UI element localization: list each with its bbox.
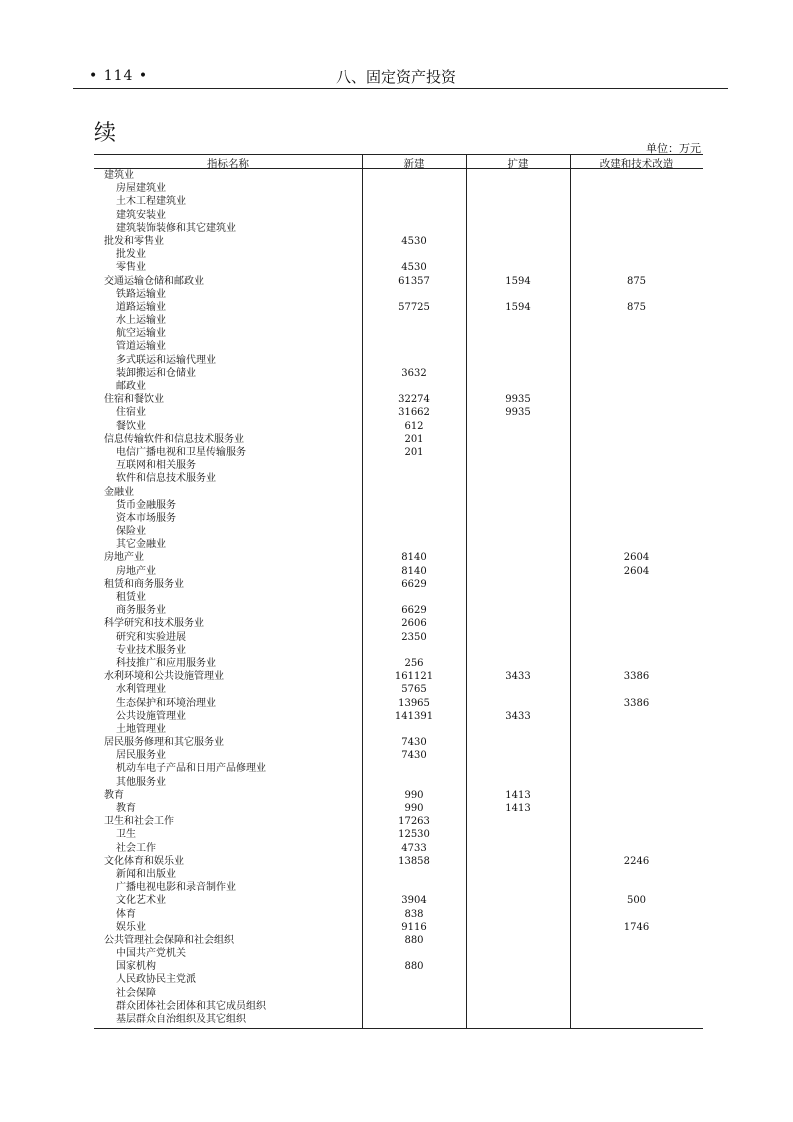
row-indicator-name: 商务服务业 xyxy=(116,605,166,617)
row-indicator-name: 群众团体社会团体和其它成员组织 xyxy=(116,1000,266,1012)
cell-new: 4530 xyxy=(401,262,427,274)
table-row xyxy=(94,670,703,683)
cell-new: 3632 xyxy=(401,367,427,379)
table-row xyxy=(94,565,703,578)
table-row xyxy=(94,736,703,749)
row-indicator-name: 其他服务业 xyxy=(116,776,166,788)
row-indicator-name: 货币金融服务 xyxy=(116,499,176,511)
table-row xyxy=(94,644,703,657)
row-indicator-name: 科技推广和应用服务业 xyxy=(116,657,216,669)
table-row xyxy=(94,947,703,960)
row-indicator-name: 新闻和出版业 xyxy=(116,868,176,880)
cell-expansion: 1594 xyxy=(505,275,531,287)
cell-new: 12530 xyxy=(398,829,430,841)
continued-label: 续 xyxy=(94,121,117,146)
cell-new: 17263 xyxy=(398,816,430,828)
row-indicator-name: 水利环境和公共设施管理业 xyxy=(104,671,224,683)
table-row xyxy=(94,802,703,815)
table-row xyxy=(94,327,703,340)
row-indicator-name: 科学研究和技术服务业 xyxy=(104,618,204,630)
row-indicator-name: 多式联运和运输代理业 xyxy=(116,354,216,366)
table-row xyxy=(94,960,703,973)
row-indicator-name: 机动车电子产品和日用产品修理业 xyxy=(116,763,266,775)
row-indicator-name: 专业技术服务业 xyxy=(116,644,186,656)
cell-renovation: 2604 xyxy=(623,552,650,564)
cell-new: 256 xyxy=(404,657,424,669)
column-header-expansion: 扩建 xyxy=(507,158,529,170)
row-indicator-name: 电信广播电视和卫星传输服务 xyxy=(116,446,246,458)
cell-new: 2350 xyxy=(401,631,427,643)
cell-new: 6629 xyxy=(401,605,427,617)
cell-expansion: 1413 xyxy=(505,789,531,801)
cell-new: 7430 xyxy=(401,737,427,749)
row-indicator-name: 建筑装饰装修和其它建筑业 xyxy=(116,222,236,234)
row-indicator-name: 资本市场服务 xyxy=(116,512,176,524)
cell-new: 57725 xyxy=(398,301,430,313)
cell-new: 880 xyxy=(404,961,424,973)
cell-new: 13965 xyxy=(398,697,430,709)
row-indicator-name: 建筑业 xyxy=(104,170,134,181)
table-row xyxy=(94,222,703,235)
table-row xyxy=(94,881,703,894)
table-row xyxy=(94,248,703,261)
table-row xyxy=(94,815,703,828)
row-indicator-name: 住宿和餐饮业 xyxy=(104,394,164,406)
table-row xyxy=(94,195,703,208)
table-row xyxy=(94,551,703,564)
cell-expansion: 9935 xyxy=(505,407,531,419)
table-row xyxy=(94,380,703,393)
table-row xyxy=(94,973,703,986)
page-header xyxy=(73,66,728,89)
row-indicator-name: 餐饮业 xyxy=(116,420,146,432)
row-indicator-name: 其它金融业 xyxy=(116,539,166,551)
cell-renovation: 3386 xyxy=(623,671,650,683)
row-indicator-name: 基层群众自治组织及其它组织 xyxy=(116,1014,246,1025)
row-indicator-name: 信息传输软件和信息技术服务业 xyxy=(104,433,244,445)
row-indicator-name: 社会保障 xyxy=(116,987,156,999)
row-indicator-name: 邮政业 xyxy=(116,381,146,392)
table-row xyxy=(94,934,703,947)
cell-new: 161121 xyxy=(394,671,434,683)
table-row xyxy=(94,525,703,538)
cell-new: 8140 xyxy=(401,565,427,577)
cell-new: 13858 xyxy=(398,855,430,867)
table-row xyxy=(94,1013,703,1026)
row-indicator-name: 卫生和社会工作 xyxy=(104,816,174,828)
table-row xyxy=(94,749,703,762)
row-indicator-name: 保险业 xyxy=(116,526,146,538)
row-indicator-name: 交通运输仓储和邮政业 xyxy=(104,275,204,287)
table-row xyxy=(94,842,703,855)
cell-new: 612 xyxy=(404,420,424,432)
row-indicator-name: 卫生 xyxy=(116,829,136,841)
row-indicator-name: 教育 xyxy=(116,803,136,814)
row-indicator-name: 互联网和相关服务 xyxy=(116,460,196,472)
cell-expansion: 9935 xyxy=(505,394,531,406)
cell-renovation: 1746 xyxy=(623,921,650,933)
cell-new: 6629 xyxy=(401,578,427,590)
cell-expansion: 1594 xyxy=(505,301,531,313)
row-indicator-name: 教育 xyxy=(104,789,124,801)
cell-new: 4530 xyxy=(401,235,427,247)
row-indicator-name: 零售业 xyxy=(116,262,146,274)
table-row xyxy=(94,789,703,802)
table-body xyxy=(94,169,703,1026)
cell-renovation: 2604 xyxy=(623,565,650,577)
table-row xyxy=(94,604,703,617)
table-row xyxy=(94,367,703,380)
cell-renovation: 2246 xyxy=(623,855,650,867)
table-row xyxy=(94,393,703,406)
table-row xyxy=(94,828,703,841)
table-row xyxy=(94,314,703,327)
table-row xyxy=(94,209,703,222)
row-indicator-name: 房地产业 xyxy=(104,552,144,564)
table-row xyxy=(94,657,703,670)
table-row xyxy=(94,631,703,644)
table-row xyxy=(94,855,703,868)
table-row xyxy=(94,446,703,459)
row-indicator-name: 批发和零售业 xyxy=(104,235,164,247)
row-indicator-name: 体育 xyxy=(116,908,136,920)
table-row xyxy=(94,235,703,248)
row-indicator-name: 文化体育和娱乐业 xyxy=(104,855,184,867)
column-header-new: 新建 xyxy=(403,158,425,170)
table-row xyxy=(94,591,703,604)
row-indicator-name: 软件和信息技术服务业 xyxy=(116,473,216,485)
row-indicator-name: 水上运输业 xyxy=(116,315,166,327)
cell-renovation: 500 xyxy=(626,895,647,907)
table-row xyxy=(94,459,703,472)
table-row xyxy=(94,182,703,195)
chapter-title: 八、固定资产投资 xyxy=(336,68,457,86)
row-indicator-name: 公共设施管理业 xyxy=(116,710,186,722)
table-row xyxy=(94,776,703,789)
row-indicator-name: 娱乐业 xyxy=(116,921,146,933)
row-indicator-name: 铁路运输业 xyxy=(116,288,166,300)
row-indicator-name: 人民政协民主党派 xyxy=(116,974,196,986)
row-indicator-name: 文化艺术业 xyxy=(116,895,166,907)
table-row xyxy=(94,762,703,775)
table-row xyxy=(94,617,703,630)
table-row xyxy=(94,354,703,367)
cell-new: 7430 xyxy=(401,750,427,762)
table-row xyxy=(94,710,703,723)
cell-renovation: 3386 xyxy=(623,697,650,709)
table-row xyxy=(94,723,703,736)
table-row xyxy=(94,499,703,512)
cell-new: 3904 xyxy=(401,895,427,907)
row-indicator-name: 批发业 xyxy=(116,249,146,261)
table-row xyxy=(94,512,703,525)
cell-new: 201 xyxy=(404,433,424,445)
table-row xyxy=(94,420,703,433)
row-indicator-name: 房屋建筑业 xyxy=(116,183,166,195)
cell-new: 5765 xyxy=(401,684,427,696)
table-row xyxy=(94,697,703,710)
cell-new: 201 xyxy=(404,446,424,458)
cell-new: 61357 xyxy=(398,275,430,287)
row-indicator-name: 管道运输业 xyxy=(116,341,166,353)
cell-new: 990 xyxy=(404,803,424,814)
unit-label: 单位：万元 xyxy=(646,142,701,155)
row-indicator-name: 租赁和商务服务业 xyxy=(104,578,184,590)
table-row xyxy=(94,406,703,419)
table-row xyxy=(94,987,703,1000)
cell-renovation: 875 xyxy=(626,275,647,287)
cell-expansion: 3433 xyxy=(505,671,531,683)
table-row xyxy=(94,868,703,881)
table-row xyxy=(94,683,703,696)
table-row xyxy=(94,578,703,591)
table-row xyxy=(94,288,703,301)
table-row xyxy=(94,894,703,907)
table-row xyxy=(94,169,703,182)
column-header-renovation: 改建和技术改造 xyxy=(599,158,674,170)
table-row xyxy=(94,538,703,551)
cell-expansion: 1413 xyxy=(505,803,531,814)
row-indicator-name: 航空运输业 xyxy=(116,328,166,340)
table-row xyxy=(94,1000,703,1013)
table-row xyxy=(94,275,703,288)
row-indicator-name: 研究和实验进展 xyxy=(116,631,186,643)
row-indicator-name: 社会工作 xyxy=(116,842,156,854)
row-indicator-name: 公共管理社会保障和社会组织 xyxy=(104,934,234,946)
cell-new: 32274 xyxy=(398,394,430,406)
table-row xyxy=(94,908,703,921)
row-indicator-name: 房地产业 xyxy=(116,565,156,577)
row-indicator-name: 生态保护和环境治理业 xyxy=(116,697,216,709)
row-indicator-name: 建筑安装业 xyxy=(116,209,166,221)
row-indicator-name: 土木工程建筑业 xyxy=(116,196,186,208)
cell-new: 838 xyxy=(404,908,424,920)
row-indicator-name: 居民服务修理和其它服务业 xyxy=(104,737,224,749)
row-indicator-name: 中国共产党机关 xyxy=(116,948,186,960)
investment-table xyxy=(94,154,703,1029)
table-row xyxy=(94,472,703,485)
row-indicator-name: 金融业 xyxy=(104,486,134,498)
cell-new: 990 xyxy=(404,789,424,801)
table-row xyxy=(94,261,703,274)
cell-new: 4733 xyxy=(401,842,427,854)
row-indicator-name: 居民服务业 xyxy=(116,750,166,762)
row-indicator-name: 住宿业 xyxy=(116,407,146,419)
cell-expansion: 3433 xyxy=(505,710,531,722)
cell-new: 141391 xyxy=(394,710,434,722)
cell-new: 880 xyxy=(404,934,424,946)
table-row xyxy=(94,486,703,499)
row-indicator-name: 国家机构 xyxy=(116,961,156,973)
cell-renovation: 875 xyxy=(626,301,647,313)
row-indicator-name: 道路运输业 xyxy=(116,301,166,313)
page-number: • 114 • xyxy=(89,68,149,84)
row-indicator-name: 装卸搬运和仓储业 xyxy=(116,367,196,379)
row-indicator-name: 土地管理业 xyxy=(116,723,166,735)
row-indicator-name: 水利管理业 xyxy=(116,684,166,696)
table-row xyxy=(94,433,703,446)
row-indicator-name: 广播电视电影和录音制作业 xyxy=(116,882,236,894)
cell-new: 2606 xyxy=(401,618,427,630)
table-row xyxy=(94,921,703,934)
table-row xyxy=(94,340,703,353)
cell-new: 8140 xyxy=(401,552,427,564)
cell-new: 9116 xyxy=(401,921,427,933)
cell-new: 31662 xyxy=(398,407,430,419)
column-header-indicator: 指标名称 xyxy=(207,158,249,170)
table-row xyxy=(94,301,703,314)
row-indicator-name: 租赁业 xyxy=(116,592,146,603)
